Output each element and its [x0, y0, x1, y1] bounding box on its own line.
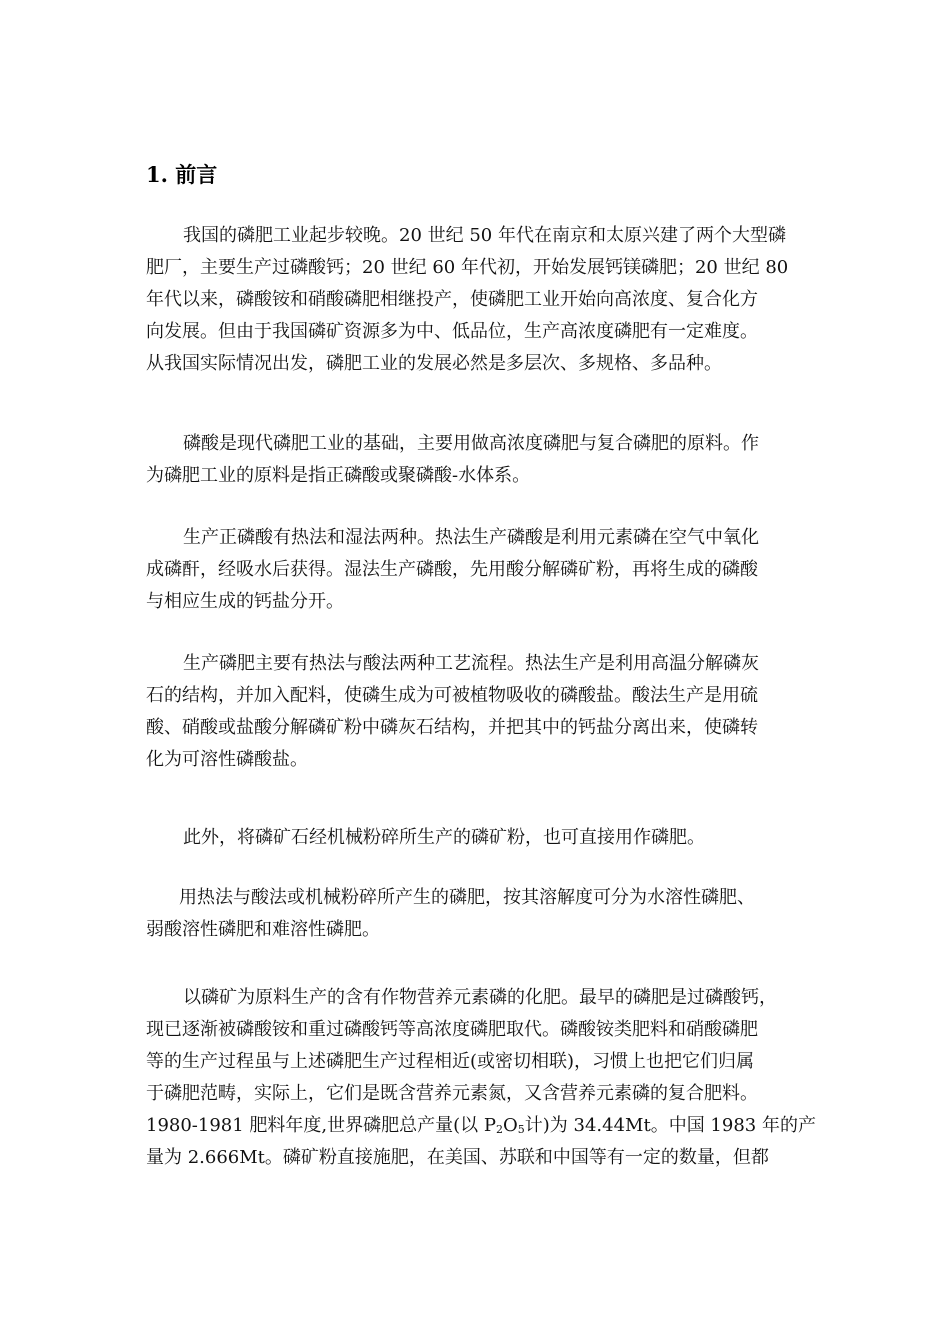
subscript: 5	[517, 1123, 525, 1136]
paragraph-line: 等的生产过程虽与上述磷肥生产过程相近(或密切相联)，习惯上也把它们归属	[146, 1051, 755, 1072]
paragraph-line: 此外，将磷矿石经机械粉碎所生产的磷矿粉，也可直接用作磷肥。	[183, 827, 705, 848]
paragraph-line: 向发展。但由于我国磷矿资源多为中、低品位，生产高浓度磷肥有一定难度。	[146, 321, 758, 342]
paragraph-6	[146, 882, 755, 946]
paragraph-line: 与相应生成的钙盐分开。	[146, 591, 344, 612]
paragraph-line: 为磷肥工业的原料是指正磷酸或聚磷酸-水体系。	[146, 465, 531, 486]
paragraph-line: 以磷矿为原料生产的含有作物营养元素磷的化肥。最早的磷肥是过磷酸钙，	[183, 987, 777, 1008]
paragraph-line: 从我国实际情况出发，磷肥工业的发展必然是多层次、多规格、多品种。	[146, 353, 722, 374]
paragraph-line: 弱酸溶性磷肥和难溶性磷肥。	[146, 919, 380, 940]
paragraph-7	[146, 982, 816, 1174]
paragraph-line: 磷酸是现代磷肥工业的基础，主要用做高浓度磷肥与复合磷肥的原料。作	[183, 433, 759, 454]
paragraph-line: 于磷肥范畴，实际上，它们是既含营养元素氮，又含营养元素磷的复合肥料。	[146, 1083, 758, 1104]
paragraph-line: 年代以来，磷酸铵和硝酸磷肥相继投产，使磷肥工业开始向高浓度、复合化方	[146, 289, 758, 310]
paragraph-1	[146, 220, 788, 380]
paragraph-line: 生产磷肥主要有热法与酸法两种工艺流程。热法生产是利用高温分解磷灰	[183, 653, 759, 674]
paragraph-line: 酸、硝酸或盐酸分解磷矿粉中磷灰石结构，并把其中的钙盐分离出来，使磷转	[146, 717, 758, 738]
paragraph-line: 生产正磷酸有热法和湿法两种。热法生产磷酸是利用元素磷在空气中氧化	[183, 527, 759, 548]
paragraph-3	[146, 522, 759, 618]
paragraph-line: 量为 2.666Mt。磷矿粉直接施肥，在美国、苏联和中国等有一定的数量，但都	[146, 1147, 769, 1168]
line-text: 1980-1981 肥料年度,世界磷肥总产量(以 P	[146, 1115, 496, 1136]
line-text: 计)为 34.44Mt。中国 1983 年的产	[524, 1115, 816, 1136]
section-heading: 1. 前言	[146, 162, 218, 187]
paragraph-line: 我国的磷肥工业起步较晚。20 世纪 50 年代在南京和太原兴建了两个大型磷	[183, 225, 786, 246]
paragraph-line: 成磷酐，经吸水后获得。湿法生产磷酸，先用酸分解磷矿粉，再将生成的磷酸	[146, 559, 758, 580]
paragraph-line: 现已逐渐被磷酸铵和重过磷酸钙等高浓度磷肥取代。磷酸铵类肥料和硝酸磷肥	[146, 1019, 758, 1040]
line-text: O	[503, 1115, 518, 1136]
paragraph-2	[146, 428, 759, 492]
paragraph-line: 用热法与酸法或机械粉碎所产生的磷肥，按其溶解度可分为水溶性磷肥、	[179, 887, 755, 908]
subscript: 2	[496, 1123, 503, 1136]
paragraph-line: 化为可溶性磷酸盐。	[146, 749, 308, 770]
paragraph-line	[146, 1110, 816, 1142]
paragraph-line: 石的结构，并加入配料，使磷生成为可被植物吸收的磷酸盐。酸法生产是用硫	[146, 685, 758, 706]
paragraph-4	[146, 648, 759, 776]
paragraph-5	[146, 822, 705, 854]
paragraph-line: 肥厂，主要生产过磷酸钙；20 世纪 60 年代初，开始发展钙镁磷肥；20 世纪 80	[146, 257, 789, 278]
